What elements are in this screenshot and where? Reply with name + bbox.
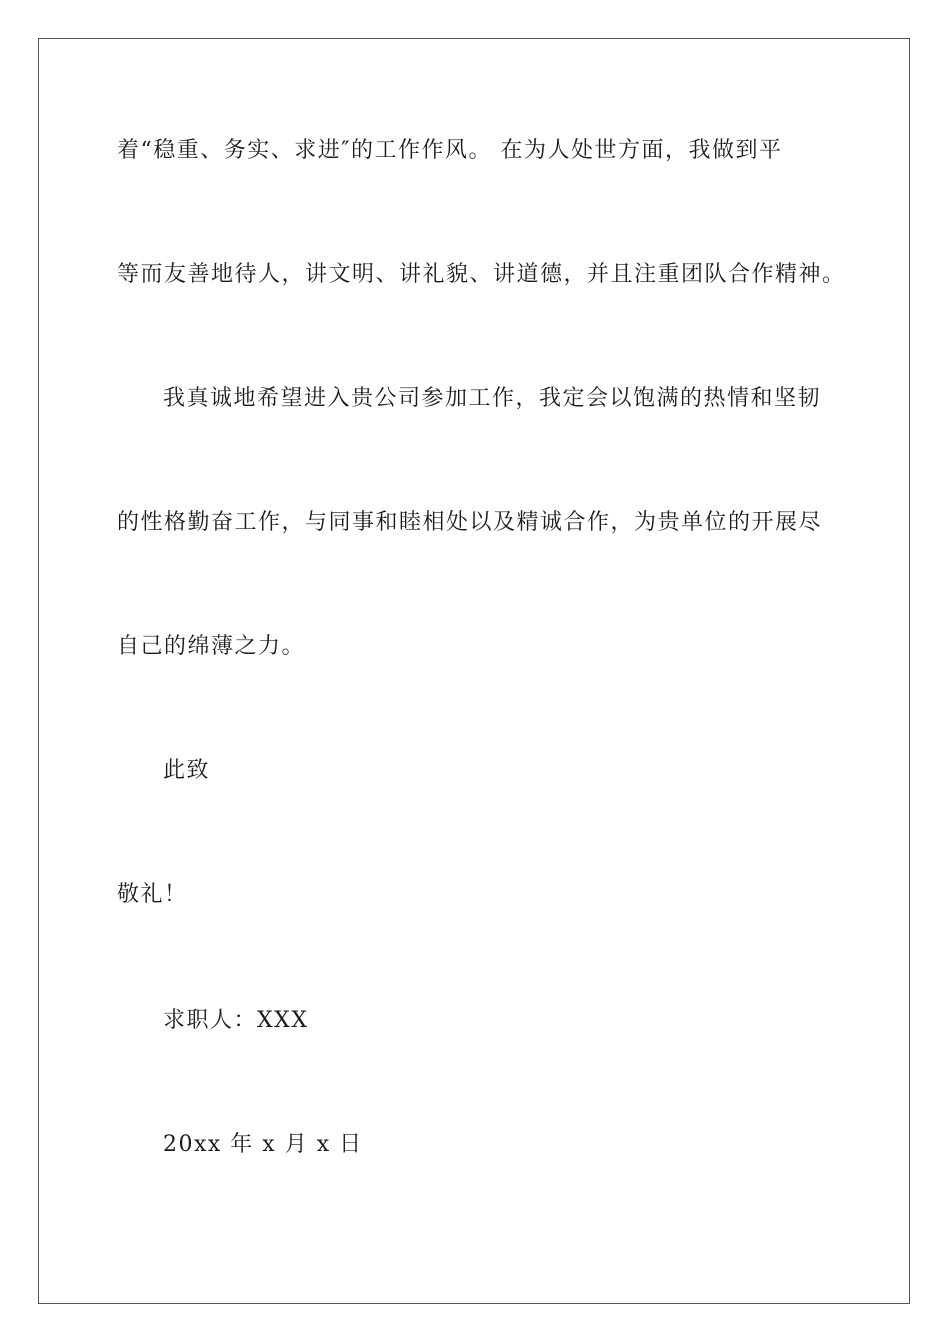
signature-text: 求职人：XXX [163, 1008, 309, 1033]
salute-text: 敬礼！ [117, 882, 188, 907]
paragraph-line: 我真诚地希望进入贵公司参加工作，我定会以饱满的热情和坚韧 [163, 386, 822, 411]
paragraph-line: 的性格勤奋工作，与同事和睦相处以及精诚合作，为贵单位的开展尽 [117, 510, 823, 535]
paragraph-line: 着“稳重、务实、求进″的工作作风。 在为人处世方面，我做到平 [117, 138, 783, 163]
paragraph-line: 等而友善地待人，讲文明、讲礼貌、讲道德，并且注重团队合作精神。 [117, 262, 846, 287]
page-frame [38, 38, 910, 1304]
closing-text: 此致 [163, 758, 211, 783]
date-text: 20xx 年 x 月 x 日 [163, 1132, 363, 1157]
paragraph-line: 自己的绵薄之力。 [117, 634, 306, 659]
